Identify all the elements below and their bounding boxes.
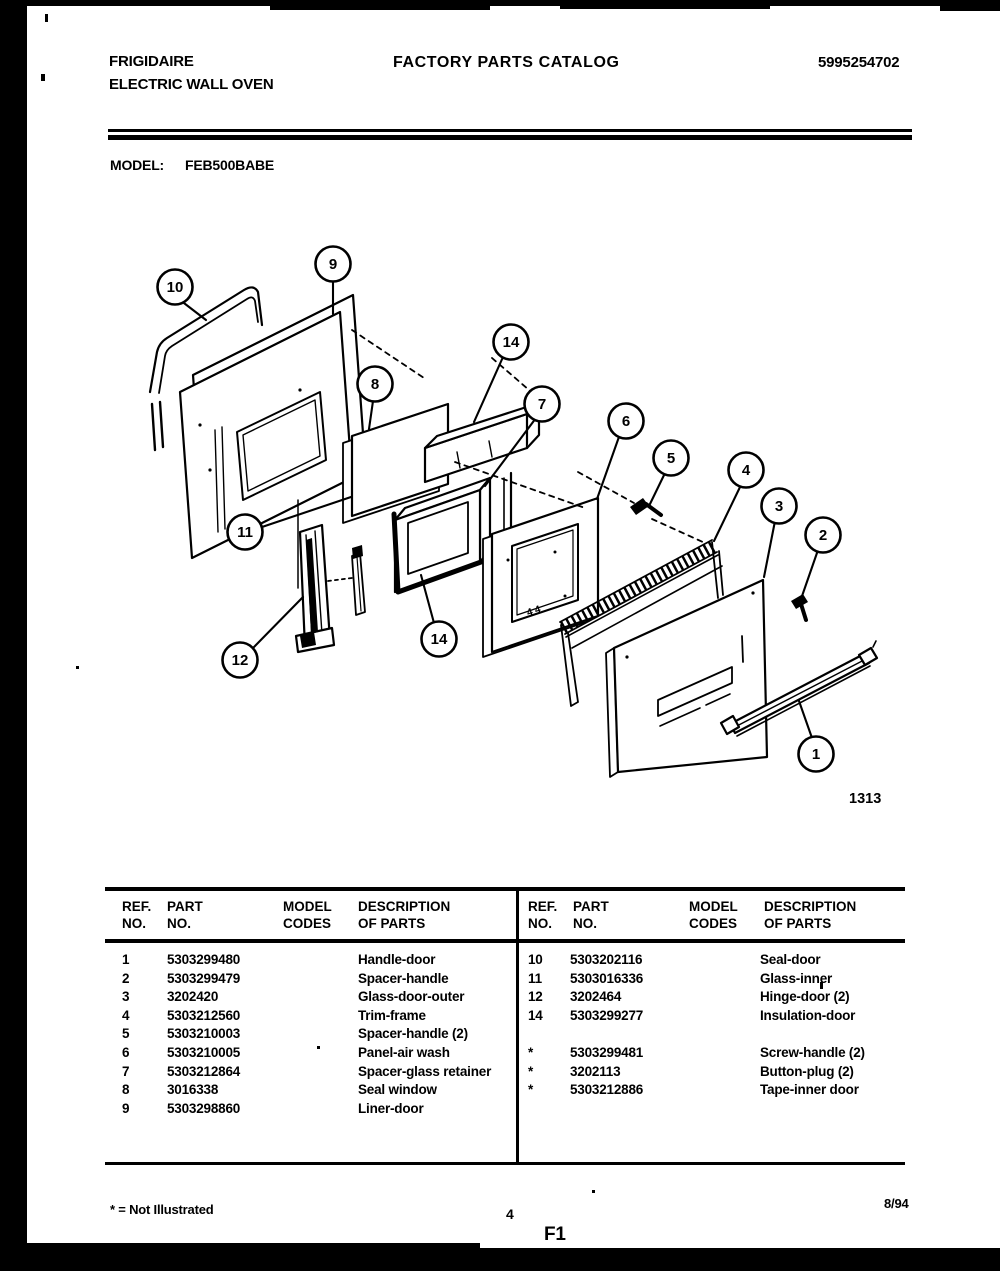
col-header-part: PART NO.	[573, 899, 609, 931]
callout-3	[762, 489, 797, 524]
svg-text:3: 3	[774, 498, 784, 515]
parts-list-right	[528, 951, 904, 1025]
svg-text:6: 6	[621, 413, 631, 430]
cell-ref: 12	[528, 989, 543, 1005]
cell-desc: Panel-air wash	[358, 1044, 450, 1060]
cell-ref: 8	[122, 1082, 130, 1098]
table-row	[122, 1081, 514, 1100]
col-header-desc: DESCRIPTION OF PARTS	[358, 899, 451, 931]
cell-model	[683, 970, 760, 989]
svg-text:9: 9	[328, 256, 338, 273]
cell-desc: Liner-door	[358, 1100, 424, 1116]
cell-ref: 1	[122, 952, 130, 967]
cell-model	[683, 1081, 760, 1100]
table-row	[122, 1100, 514, 1119]
cell-ref: *	[528, 1045, 534, 1060]
col-header-part: PART NO.	[167, 899, 203, 931]
cell-desc: Button-plug (2)	[760, 1063, 854, 1079]
cell-part: 5303016336	[570, 970, 644, 986]
callout-2	[806, 518, 841, 553]
cell-part: 5303299480	[167, 952, 241, 967]
cell-model	[683, 1063, 760, 1082]
cell-model	[283, 988, 358, 1007]
col-header-model: MODEL CODES	[689, 899, 738, 931]
cell-part: 5303212560	[167, 1007, 241, 1023]
model-number: FEB500BABE	[185, 157, 275, 173]
cell-desc: Handle-door	[358, 952, 436, 967]
model-label: MODEL:	[110, 157, 165, 173]
cell-desc: Spacer-glass retainer	[358, 1063, 492, 1079]
cell-part: 5303202116	[570, 952, 643, 967]
callout-11	[228, 515, 263, 550]
cell-ref: 2	[122, 970, 130, 986]
cell-desc: Trim-frame	[358, 1007, 426, 1023]
cell-desc: Insulation-door	[760, 1007, 856, 1023]
section-code: F1	[544, 1224, 566, 1245]
revision-date: 8/94	[884, 1196, 909, 1211]
col-header-ref: REF. NO.	[528, 899, 558, 931]
cell-ref: 6	[122, 1044, 130, 1060]
svg-text:10: 10	[166, 279, 184, 296]
cell-desc: Spacer-handle (2)	[358, 1026, 468, 1042]
svg-text:1: 1	[811, 746, 821, 763]
cell-part: 3202464	[570, 989, 622, 1005]
table-row	[122, 951, 514, 970]
svg-text:14: 14	[430, 631, 448, 648]
cell-model	[283, 1044, 358, 1063]
parts-list-left	[122, 951, 514, 1118]
cell-desc: Seal window	[358, 1082, 437, 1098]
catalog-title: FACTORY PARTS CATALOG	[393, 54, 620, 71]
screw-handle-part	[791, 594, 808, 620]
svg-text:11: 11	[237, 524, 253, 541]
table-border-top	[105, 887, 905, 891]
table-row	[528, 988, 904, 1007]
cell-desc: Spacer-handle	[358, 970, 449, 986]
cell-part: 5303299277	[570, 1007, 644, 1023]
cell-ref: 5	[122, 1026, 130, 1042]
cell-part: 5303210005	[167, 1044, 241, 1060]
table-header-rule	[105, 939, 905, 943]
svg-text:12: 12	[231, 652, 249, 669]
cell-part: 3202420	[167, 989, 219, 1005]
cell-part: 5303299479	[167, 970, 241, 986]
cell-model	[683, 1044, 760, 1063]
cell-ref: *	[528, 1082, 534, 1098]
table-row	[528, 1081, 904, 1100]
svg-text:14: 14	[502, 334, 520, 351]
cell-part: 5303212886	[570, 1082, 644, 1098]
cell-model	[283, 1081, 358, 1100]
brand-name: FRIGIDAIRE	[109, 53, 194, 70]
cell-ref: 11	[528, 970, 542, 986]
cell-ref: 10	[528, 952, 543, 967]
callout-7	[525, 387, 560, 422]
cell-part: 5303298860	[167, 1100, 241, 1116]
table-divider	[516, 887, 519, 1165]
cell-desc: Tape-inner door	[760, 1082, 859, 1098]
table-row	[528, 1063, 904, 1082]
table-row	[122, 1044, 514, 1063]
callout-1	[799, 737, 834, 772]
cell-desc: Screw-handle (2)	[760, 1045, 865, 1060]
page-number: 4	[506, 1206, 514, 1222]
cell-ref: 4	[122, 1007, 130, 1023]
cell-model	[283, 1025, 358, 1044]
screw-small-part	[630, 498, 661, 515]
cell-desc: Glass-inner	[760, 970, 833, 986]
parts-list-right-not-illustrated	[528, 1044, 904, 1100]
svg-text:2: 2	[818, 527, 828, 544]
callout-14b	[422, 622, 457, 657]
table-row	[528, 951, 904, 970]
outer-door-part	[606, 580, 767, 777]
cell-desc: Hinge-door (2)	[760, 989, 850, 1005]
cell-part: 5303299481	[570, 1045, 644, 1060]
table-row	[528, 970, 904, 989]
table-row	[122, 970, 514, 989]
table-row	[122, 988, 514, 1007]
hinge-door-part	[296, 525, 365, 652]
table-row	[528, 1007, 904, 1026]
callout-8	[358, 367, 393, 402]
callout-10	[158, 270, 193, 305]
callout-6	[609, 404, 644, 439]
cell-model	[683, 1007, 760, 1026]
svg-text:4: 4	[741, 462, 751, 479]
cell-part: 5303210003	[167, 1026, 241, 1042]
cell-part: 5303212864	[167, 1063, 241, 1079]
callout-9	[316, 247, 351, 282]
figure-code: 1313	[849, 791, 882, 807]
svg-text:5: 5	[666, 450, 676, 467]
svg-text:8: 8	[370, 376, 380, 393]
callout-4	[729, 453, 764, 488]
cell-part: 3202113	[570, 1063, 621, 1079]
cell-model	[283, 1100, 358, 1119]
cell-model	[283, 970, 358, 989]
col-header-ref: REF. NO.	[122, 899, 152, 931]
cell-ref: 3	[122, 989, 130, 1005]
liner-door-part	[180, 295, 365, 588]
table-row	[122, 1007, 514, 1026]
table-row	[122, 1063, 514, 1082]
cell-ref: 7	[122, 1063, 130, 1079]
cell-ref: 9	[122, 1100, 130, 1116]
table-row	[122, 1025, 514, 1044]
cell-part: 3016338	[167, 1082, 219, 1098]
callout-5	[654, 441, 689, 476]
table-border-bottom	[105, 1162, 905, 1165]
publication-number: 5995254702	[818, 54, 900, 71]
table-row	[528, 1044, 904, 1063]
callout-14	[494, 325, 529, 360]
col-header-model: MODEL CODES	[283, 899, 332, 931]
cell-model	[283, 951, 358, 970]
cell-desc: Seal-door	[760, 952, 821, 967]
svg-text:7: 7	[537, 396, 547, 413]
cell-model	[283, 1007, 358, 1026]
callout-12	[223, 643, 258, 678]
cell-desc: Glass-door-outer	[358, 989, 465, 1005]
cell-model	[683, 951, 760, 970]
panel-marking: 4 4	[525, 604, 543, 619]
cell-ref: *	[528, 1063, 534, 1079]
not-illustrated-note: * = Not Illustrated	[110, 1202, 214, 1217]
cell-model	[283, 1063, 358, 1082]
cell-model	[683, 988, 760, 1007]
cell-ref: 14	[528, 1007, 543, 1023]
appliance-type: ELECTRIC WALL OVEN	[109, 76, 274, 93]
col-header-desc: DESCRIPTION OF PARTS	[764, 899, 857, 931]
